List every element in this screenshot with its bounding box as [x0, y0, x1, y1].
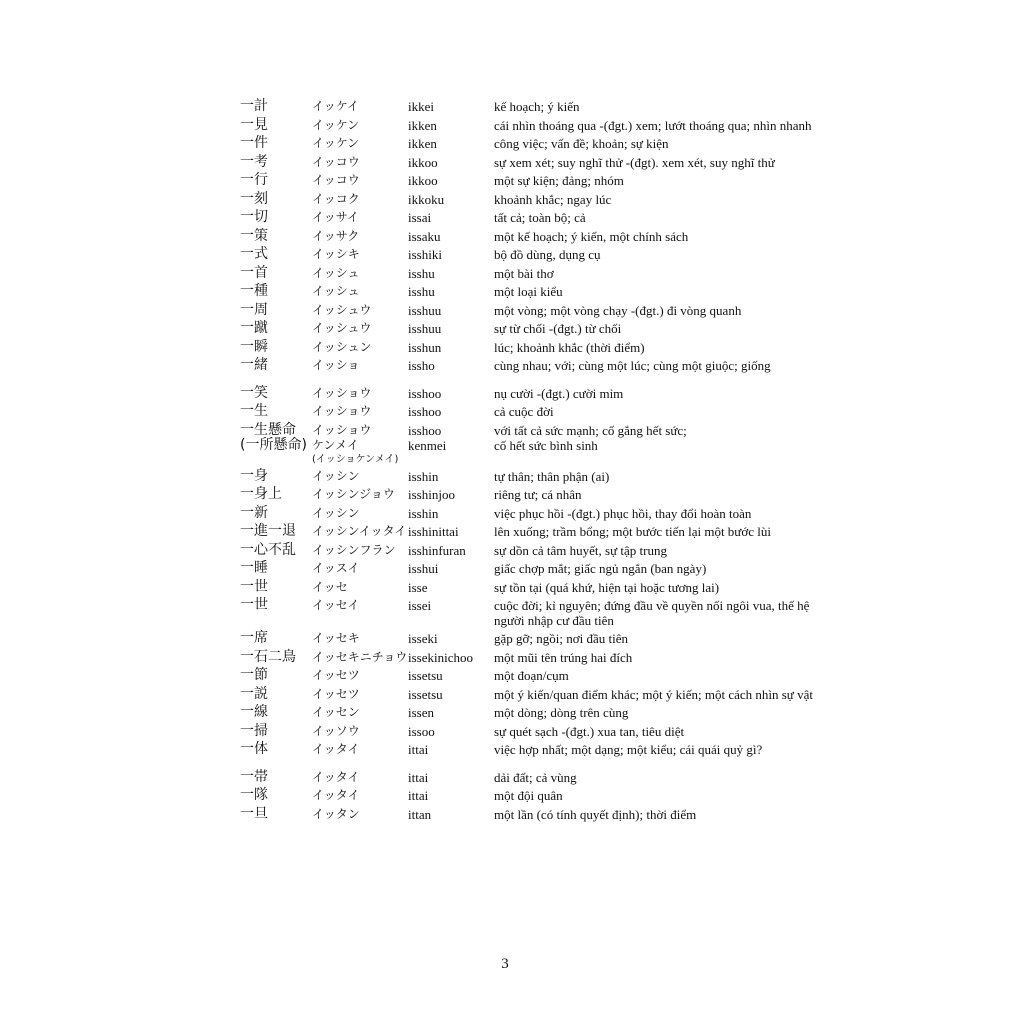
dictionary-entry — [240, 303, 820, 319]
entry-kanji: 一世 — [240, 578, 268, 595]
entry-meaning: với tất cả sức mạnh; cố gắng hết sức; — [494, 422, 687, 438]
dictionary-entry — [240, 404, 820, 420]
entry-kanji: 一生 — [240, 403, 268, 419]
entry-kanji: 一線 — [240, 704, 268, 720]
entry-kanji: 一見 — [240, 116, 268, 133]
entry-kanji: 一体 — [240, 741, 268, 757]
dictionary-entry — [240, 487, 820, 503]
entry-kana: イッセツ — [312, 686, 360, 701]
dictionary-entry — [240, 705, 820, 721]
dictionary-entry — [240, 210, 820, 226]
dictionary-entry — [240, 284, 820, 300]
entry-kana: イッショ — [312, 358, 360, 372]
entry-meaning: sự quét sạch -(đgt.) xua tan, tiêu diệt — [494, 723, 685, 739]
entry-meaning: sự tồn tại (quá khứ, hiện tại hoặc tương lai) — [494, 579, 720, 595]
entry-romaji: ikkoo — [408, 154, 438, 170]
entry-romaji: isshinfuran — [408, 542, 466, 558]
entry-kana: イッシンフラン — [312, 542, 396, 557]
entry-meaning: sự dồn cả tâm huyết, sự tập trung — [494, 542, 667, 558]
entry-romaji: ittan — [408, 806, 432, 822]
entry-romaji: isshoo — [408, 385, 442, 401]
entry-meaning: một dòng; dòng trên cùng — [494, 705, 629, 720]
dictionary-entry — [240, 631, 820, 647]
entry-kana: イッセイ — [312, 598, 360, 612]
entry-kana: イッセキ — [312, 631, 360, 645]
entry-romaji: isshuu — [408, 302, 442, 318]
entry-kana: ケンメイ — [312, 438, 359, 452]
dictionary-entry — [240, 650, 820, 666]
entry-romaji: isshinittai — [408, 524, 459, 539]
entry-kanji: 一緒 — [240, 357, 268, 373]
entry-kanji: 一掃 — [240, 722, 268, 739]
entry-kanji: 一周 — [240, 301, 268, 318]
dictionary-entry — [240, 561, 820, 577]
dictionary-entry — [240, 788, 820, 804]
entry-meaning: tự thân; thân phận (ai) — [494, 468, 610, 484]
entry-romaji: issen — [408, 705, 434, 720]
dictionary-entry — [240, 580, 820, 596]
entry-romaji: ikken — [408, 117, 437, 133]
entry-kana: イッタイ — [312, 742, 360, 756]
entry-kanji: 一旦 — [240, 805, 268, 822]
entry-kana: イッショウ — [312, 385, 372, 400]
dictionary-entry — [240, 770, 820, 786]
dictionary-entry — [240, 118, 820, 134]
entry-romaji: isshiki — [408, 247, 442, 262]
entry-romaji: isshoo — [408, 404, 442, 419]
dictionary-entry — [240, 438, 820, 466]
entry-kanji: 一切 — [240, 209, 268, 225]
entry-kanji: 一心不乱 — [240, 541, 296, 558]
entry-romaji: isshun — [408, 339, 442, 355]
entry-kana: イッシン — [312, 468, 360, 483]
dictionary-entry — [240, 506, 820, 522]
entry-romaji: isshinjoo — [408, 487, 455, 502]
entry-meaning: cái nhìn thoáng qua -(đgt.) xem; lướt thoáng qua; nhìn nhanh — [494, 117, 812, 133]
entry-meaning: cùng nhau; với; cùng một lúc; cùng một giuộc; giống — [494, 358, 771, 373]
entry-meaning: công việc; vấn đề; khoản; sự kiện — [494, 136, 669, 151]
entry-kanji: 一考 — [240, 153, 268, 170]
dictionary-entry — [240, 340, 820, 356]
entry-meaning: tất cả; toàn bộ; cả — [494, 210, 586, 225]
entry-romaji: ikkoo — [408, 173, 438, 188]
entry-meaning: kế hoạch; ý kiến — [494, 99, 580, 114]
entry-kanji: 一睡 — [240, 560, 268, 576]
entry-romaji: ikken — [408, 136, 437, 151]
entry-kana: イッシキ — [312, 247, 360, 261]
dictionary-entry — [240, 598, 820, 628]
entry-romaji: isshu — [408, 265, 435, 281]
entry-meaning: khoảnh khắc; ngay lúc — [494, 191, 612, 207]
entry-kana: イッシュ — [312, 284, 360, 298]
entry-kanji: 一身 — [240, 467, 268, 484]
entry-meaning: sự từ chối -(đgt.) từ chối — [494, 321, 622, 336]
dictionary-entry — [240, 524, 820, 540]
dictionary-entry — [240, 99, 820, 115]
entry-kana: イッケン — [312, 117, 360, 132]
entry-romaji: isshin — [408, 505, 439, 521]
entry-kana: イッセ — [312, 579, 348, 594]
entry-kana: イッセン — [312, 705, 360, 719]
entry-romaji: issetsu — [408, 668, 443, 683]
entry-kanji: 一節 — [240, 667, 268, 683]
entry-kanji: 一席 — [240, 630, 268, 646]
entry-meaning: một vòng; một vòng chạy -(đgt.) đi vòng quanh — [494, 302, 742, 318]
entry-kana: イッシンジョウ — [312, 487, 395, 501]
entry-kanji: 一石二鳥 — [240, 648, 296, 665]
entry-meaning: một mũi tên trúng hai đích — [494, 649, 633, 665]
entry-kanji: 一隊 — [240, 787, 268, 803]
dictionary-entry — [240, 136, 820, 152]
entry-meaning: nụ cười -(đgt.) cười mỉm — [494, 385, 624, 401]
entry-meaning: dải đất; cả vùng — [494, 769, 577, 785]
entry-kanji: 一件 — [240, 135, 268, 151]
entry-kana: イッシュ — [312, 265, 360, 280]
entry-kana: イッシュウ — [312, 321, 372, 335]
entry-kana: イッタイ — [312, 788, 360, 802]
entry-romaji: isshui — [408, 561, 439, 576]
entry-kanji: 一行 — [240, 172, 268, 188]
entry-meaning: việc hợp nhất; một dạng; một kiểu; cái quái quỷ gì? — [494, 742, 763, 757]
entry-romaji: isseki — [408, 631, 438, 646]
entry-meaning: một sự kiện; đảng; nhóm — [494, 173, 624, 188]
entry-kanji: (一所懸命) — [240, 437, 307, 453]
dictionary-entry — [240, 469, 820, 485]
dictionary-entry-list — [240, 99, 820, 825]
dictionary-entry — [240, 724, 820, 740]
entry-kanji: 一身上 — [240, 486, 282, 502]
entry-meaning: lúc; khoảnh khắc (thời điểm) — [494, 339, 645, 355]
entry-kana: イッコウ — [312, 173, 360, 187]
entry-meaning: một loại kiểu — [494, 284, 563, 299]
entry-meaning: một đoạn/cụm — [494, 668, 569, 683]
page-number: 3 — [501, 956, 509, 972]
entry-romaji: ittai — [408, 788, 429, 803]
entry-romaji: issoo — [408, 723, 435, 739]
entry-kana: イッセキニチョウ — [312, 649, 408, 664]
entry-meaning: cả cuộc đời — [494, 404, 554, 419]
entry-romaji: ittai — [408, 742, 429, 757]
entry-kana: イッシュウ — [312, 302, 372, 317]
entry-kanji: 一蹴 — [240, 320, 268, 336]
entry-romaji: issei — [408, 598, 432, 613]
dictionary-entry — [240, 173, 820, 189]
dictionary-entry — [240, 807, 820, 823]
entry-meaning: riêng tư; cá nhân — [494, 487, 582, 502]
entry-kanji: 一式 — [240, 246, 268, 262]
entry-kana: イッタン — [312, 806, 360, 821]
entry-meaning: gặp gỡ; ngồi; nơi đầu tiên — [494, 631, 628, 646]
entry-kanji: 一計 — [240, 98, 268, 114]
dictionary-entry — [240, 247, 820, 263]
entry-kana: イッスイ — [312, 561, 360, 575]
entry-romaji: isshin — [408, 468, 439, 484]
entry-kanji: 一説 — [240, 685, 268, 702]
entry-meaning: một kế hoạch; ý kiến, một chính sách — [494, 228, 689, 244]
entry-kanji: 一瞬 — [240, 338, 268, 355]
entry-romaji: ittai — [408, 769, 429, 785]
entry-meaning: một đội quân — [494, 788, 563, 803]
dictionary-entry — [240, 742, 820, 758]
dictionary-entry — [240, 423, 820, 439]
entry-romaji: issaku — [408, 228, 441, 244]
entry-kanji: 一進一退 — [240, 523, 296, 539]
dictionary-entry — [240, 543, 820, 559]
entry-kana: イッソウ — [312, 723, 360, 738]
entry-romaji: ikkei — [408, 99, 434, 114]
entry-kana: イッシン — [312, 505, 360, 520]
entry-kana: イッケイ — [312, 99, 359, 113]
entry-meaning: một bài thơ — [494, 265, 554, 281]
entry-meaning: bộ đồ dùng, dụng cụ — [494, 247, 601, 262]
entry-kana: イッシンイッタイ — [312, 524, 407, 538]
entry-kana: イッサク — [312, 228, 360, 243]
dictionary-entry — [240, 358, 820, 374]
entry-kana: イッセツ — [312, 668, 360, 682]
entry-kanji: 一策 — [240, 227, 268, 244]
entry-romaji: isse — [408, 579, 428, 595]
dictionary-entry — [240, 155, 820, 171]
entry-meaning: việc phục hồi -(đgt.) phục hồi, thay đổi hoàn toàn — [494, 505, 752, 521]
entry-romaji: isshuu — [408, 321, 442, 336]
entry-kanji: 一世 — [240, 597, 268, 613]
entry-romaji: kenmei — [408, 438, 447, 453]
entry-kana: イッケン — [312, 136, 360, 150]
entry-romaji: isshoo — [408, 422, 442, 438]
dictionary-entry — [240, 668, 820, 684]
entry-romaji: issekinichoo — [408, 649, 473, 665]
entry-romaji: issetsu — [408, 686, 443, 702]
dictionary-entry — [240, 386, 820, 402]
entry-meaning: cố hết sức bình sinh — [494, 438, 598, 453]
entry-kanji: 一首 — [240, 264, 268, 281]
entry-meaning: cuộc đời; kỉ nguyên; đứng đầu về quyền nối ngôi vua, thế hệ người nhập cư đầu tiên — [494, 598, 810, 628]
entry-kanji: 一刻 — [240, 190, 268, 207]
entry-kanji: 一笑 — [240, 384, 268, 401]
entry-meaning: lên xuống; trầm bổng; một bước tiến lại một bước lùi — [494, 524, 771, 539]
entry-romaji: issho — [408, 358, 435, 373]
entry-kana: イッタイ — [312, 769, 360, 784]
entry-kana: イッコク — [312, 191, 360, 206]
dictionary-entry — [240, 321, 820, 337]
entry-kana-group — [312, 438, 408, 466]
entry-kanji: 一種 — [240, 283, 268, 299]
entry-kana: イッシュン — [312, 339, 372, 354]
entry-meaning: một ý kiến/quan điểm khác; một ý kiến; một cách nhìn sự vật — [494, 686, 813, 702]
dictionary-entry — [240, 192, 820, 208]
entry-romaji: issai — [408, 210, 432, 225]
dictionary-entry — [240, 266, 820, 282]
entry-meaning: giấc chợp mắt; giấc ngủ ngắn (ban ngày) — [494, 561, 707, 576]
entry-kanji: 一帯 — [240, 768, 268, 785]
dictionary-entry — [240, 687, 820, 703]
entry-meaning: sự xem xét; suy nghĩ thử -(đgt). xem xét, suy nghĩ thử — [494, 154, 775, 170]
entry-kana: イッサイ — [312, 210, 359, 224]
entry-kana: イッショウ — [312, 404, 372, 418]
entry-kana-alt: (イッショケンメイ) — [312, 453, 399, 465]
entry-kana: イッショウ — [312, 422, 372, 437]
entry-kanji: 一生懸命 — [240, 421, 296, 438]
entry-romaji: ikkoku — [408, 191, 445, 207]
entry-romaji: isshu — [408, 284, 435, 299]
dictionary-entry — [240, 229, 820, 245]
entry-kanji: 一新 — [240, 504, 268, 521]
entry-kana: イッコウ — [312, 154, 360, 169]
entry-meaning: một lần (có tính quyết định); thời điểm — [494, 806, 697, 822]
